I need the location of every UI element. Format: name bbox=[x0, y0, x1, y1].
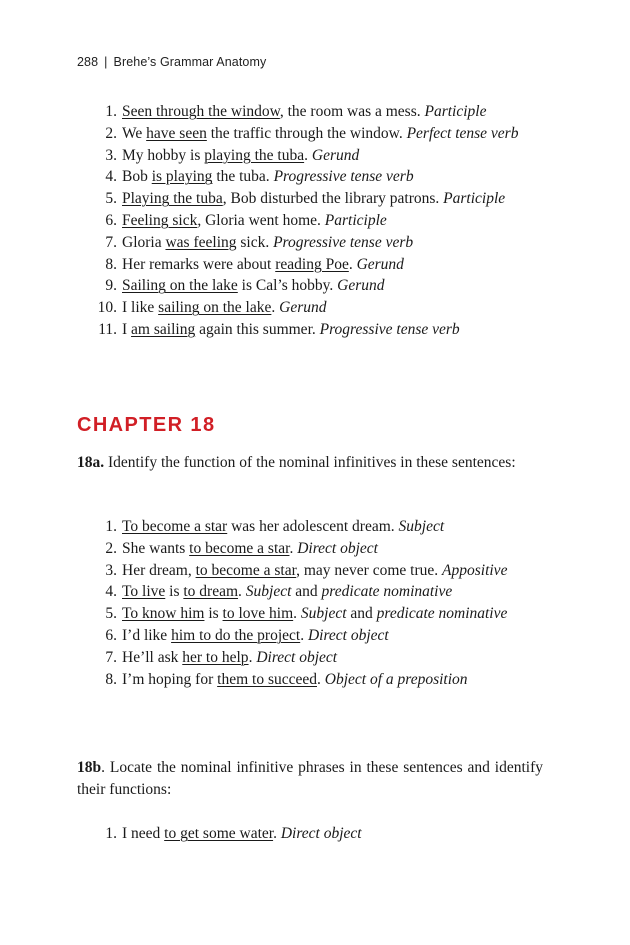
sentence-text: I’d like bbox=[122, 626, 172, 644]
sentence-text: is Cal’s hobby. bbox=[237, 277, 338, 295]
list-item bbox=[95, 516, 545, 538]
item-number: 4. bbox=[105, 583, 117, 601]
list-item bbox=[95, 210, 545, 232]
underlined-phrase: am sailing bbox=[131, 320, 196, 338]
list-item bbox=[95, 275, 545, 297]
underlined-phrase: to get some water bbox=[164, 825, 274, 842]
list-item bbox=[95, 647, 545, 669]
sentence-text: the traffic through the window. bbox=[206, 124, 407, 142]
answer-label: Direct object bbox=[280, 825, 362, 842]
item-number: 1. bbox=[105, 825, 117, 842]
answer-label: Direct object bbox=[297, 539, 378, 557]
answer-label: Gerund bbox=[311, 146, 360, 164]
answer-label: Subject bbox=[398, 518, 445, 535]
item-number: 2. bbox=[105, 539, 117, 557]
exercise-list-18a bbox=[95, 516, 545, 690]
sentence-text: , Bob disturbed the library patrons. bbox=[222, 190, 444, 208]
item-number: 1. bbox=[105, 103, 117, 120]
exercise-list-18b bbox=[95, 823, 545, 845]
answer-label: predicate nominative bbox=[376, 605, 508, 623]
instruction-18b bbox=[77, 757, 543, 801]
item-number: 4. bbox=[105, 168, 117, 186]
item-number: 3. bbox=[105, 146, 117, 164]
answer-label: predicate nominative bbox=[321, 583, 453, 601]
list-item bbox=[95, 560, 545, 582]
list-item bbox=[95, 603, 545, 625]
list-item bbox=[95, 145, 545, 167]
exercise-label-18a: 18a. bbox=[77, 454, 105, 471]
sentence-text: . bbox=[348, 255, 357, 273]
sentence-text: again this summer. bbox=[195, 320, 320, 338]
answer-label: Direct object bbox=[307, 626, 389, 644]
sentence-text: Her remarks were about bbox=[122, 255, 276, 273]
answer-label: Gerund bbox=[356, 255, 404, 273]
underlined-phrase: them to succeed bbox=[217, 670, 317, 688]
underlined-phrase: To live bbox=[122, 583, 166, 601]
answer-label: Gerund bbox=[337, 277, 385, 295]
underlined-phrase: reading Poe bbox=[275, 255, 349, 273]
underlined-phrase: sailing on the lake bbox=[158, 299, 272, 317]
item-number: 6. bbox=[105, 626, 117, 644]
item-number: 7. bbox=[105, 648, 117, 666]
exercise-list-chapter-17 bbox=[95, 101, 545, 341]
answer-label: Progressive tense verb bbox=[273, 233, 414, 251]
running-header bbox=[77, 55, 266, 69]
sentence-text: . bbox=[304, 146, 312, 164]
list-item bbox=[95, 297, 545, 319]
underlined-phrase: Sailing on the lake bbox=[122, 277, 238, 295]
sentence-text: sick. bbox=[236, 233, 274, 251]
item-number: 3. bbox=[105, 561, 117, 579]
header-separator: | bbox=[104, 55, 108, 69]
underlined-phrase: her to help bbox=[182, 648, 249, 666]
item-number: 10. bbox=[97, 299, 117, 317]
answer-label: Object of a preposition bbox=[324, 670, 468, 688]
sentence-text: . bbox=[317, 670, 325, 688]
sentence-text: Her dream, bbox=[122, 561, 196, 579]
sentence-text: , Gloria went home. bbox=[197, 211, 325, 229]
underlined-phrase: playing the tuba bbox=[204, 146, 305, 164]
sentence-text: the tuba. bbox=[212, 168, 274, 186]
chapter-heading: CHAPTER 18 bbox=[77, 414, 216, 436]
sentence-text: is bbox=[165, 583, 184, 601]
list-item bbox=[95, 823, 545, 845]
item-number: 7. bbox=[105, 233, 117, 251]
list-item bbox=[95, 188, 545, 210]
answer-label: Appositive bbox=[442, 561, 508, 579]
answer-label: Participle bbox=[324, 211, 387, 229]
item-number: 8. bbox=[105, 670, 117, 688]
item-number: 8. bbox=[105, 255, 117, 273]
underlined-phrase: to love him bbox=[222, 605, 294, 623]
list-item bbox=[95, 319, 545, 341]
underlined-phrase: Feeling sick bbox=[122, 211, 198, 229]
sentence-text: Bob bbox=[122, 168, 152, 186]
underlined-phrase: to become a star bbox=[195, 561, 297, 579]
sentence-text: , the room was a mess. bbox=[279, 103, 425, 120]
answer-label: Progressive tense verb bbox=[319, 320, 460, 338]
sentence-text: I’m hoping for bbox=[122, 670, 218, 688]
sentence-text: . bbox=[273, 825, 281, 842]
underlined-phrase: To become a star bbox=[122, 518, 228, 535]
sentence-text: Gloria bbox=[122, 233, 166, 251]
underlined-phrase: him to do the project bbox=[171, 626, 301, 644]
sentence-text: . bbox=[248, 648, 257, 666]
exercise-label-18b: 18b bbox=[77, 759, 102, 776]
list-item bbox=[95, 538, 545, 560]
instruction-text-18b: . Locate the nominal infinitive phrases in these sentences and identify their functions: bbox=[77, 759, 543, 798]
sentence-text: . bbox=[289, 539, 298, 557]
item-number: 11. bbox=[98, 320, 117, 338]
sentence-text: . bbox=[293, 605, 301, 623]
underlined-phrase: have seen bbox=[146, 124, 207, 142]
answer-label: Subject bbox=[245, 583, 292, 601]
list-item bbox=[95, 669, 545, 691]
sentence-text: We bbox=[122, 124, 147, 142]
sentence-text: She wants bbox=[122, 539, 190, 557]
page-number: 288 bbox=[77, 55, 99, 69]
underlined-phrase: was feeling bbox=[165, 233, 237, 251]
list-item bbox=[95, 123, 545, 145]
answer-label: Participle bbox=[443, 190, 506, 208]
instruction-18a bbox=[77, 452, 543, 474]
list-item bbox=[95, 166, 545, 188]
sentence-text: is bbox=[204, 605, 223, 623]
instruction-text-18a: Identify the function of the nominal infinitives in these sentences: bbox=[104, 454, 516, 471]
list-item bbox=[95, 625, 545, 647]
answer-label: Perfect tense verb bbox=[406, 124, 519, 142]
underlined-phrase: Seen through the window bbox=[122, 103, 280, 120]
item-number: 5. bbox=[105, 605, 117, 623]
list-item bbox=[95, 101, 545, 123]
underlined-phrase: is playing bbox=[151, 168, 213, 186]
answer-label: Subject bbox=[300, 605, 347, 623]
sentence-text: . bbox=[300, 626, 308, 644]
sentence-text: . bbox=[238, 583, 246, 601]
item-number: 2. bbox=[105, 124, 117, 142]
list-item bbox=[95, 232, 545, 254]
sentence-text: and bbox=[291, 583, 322, 601]
sentence-text: He’ll ask bbox=[122, 648, 183, 666]
list-item bbox=[95, 581, 545, 603]
sentence-text: I like bbox=[122, 299, 159, 317]
answer-label: Progressive tense verb bbox=[273, 168, 414, 186]
sentence-text: . bbox=[271, 299, 280, 317]
underlined-phrase: To know him bbox=[122, 605, 205, 623]
list-item bbox=[95, 254, 545, 276]
answer-label: Direct object bbox=[256, 648, 338, 666]
sentence-text: I need bbox=[122, 825, 165, 842]
sentence-text: I bbox=[122, 320, 132, 338]
answer-label: Participle bbox=[424, 103, 487, 120]
sentence-text: My hobby is bbox=[122, 146, 205, 164]
sentence-text: was her adolescent dream. bbox=[227, 518, 399, 535]
item-number: 1. bbox=[105, 518, 117, 535]
underlined-phrase: Playing the tuba bbox=[122, 190, 223, 208]
answer-label: Gerund bbox=[279, 299, 327, 317]
sentence-text: and bbox=[346, 605, 377, 623]
underlined-phrase: to dream bbox=[183, 583, 239, 601]
underlined-phrase: to become a star bbox=[189, 539, 290, 557]
item-number: 5. bbox=[105, 190, 117, 208]
item-number: 6. bbox=[105, 211, 117, 229]
sentence-text: , may never come true. bbox=[296, 561, 443, 579]
book-title: Brehe’s Grammar Anatomy bbox=[113, 55, 267, 69]
item-number: 9. bbox=[105, 277, 117, 295]
